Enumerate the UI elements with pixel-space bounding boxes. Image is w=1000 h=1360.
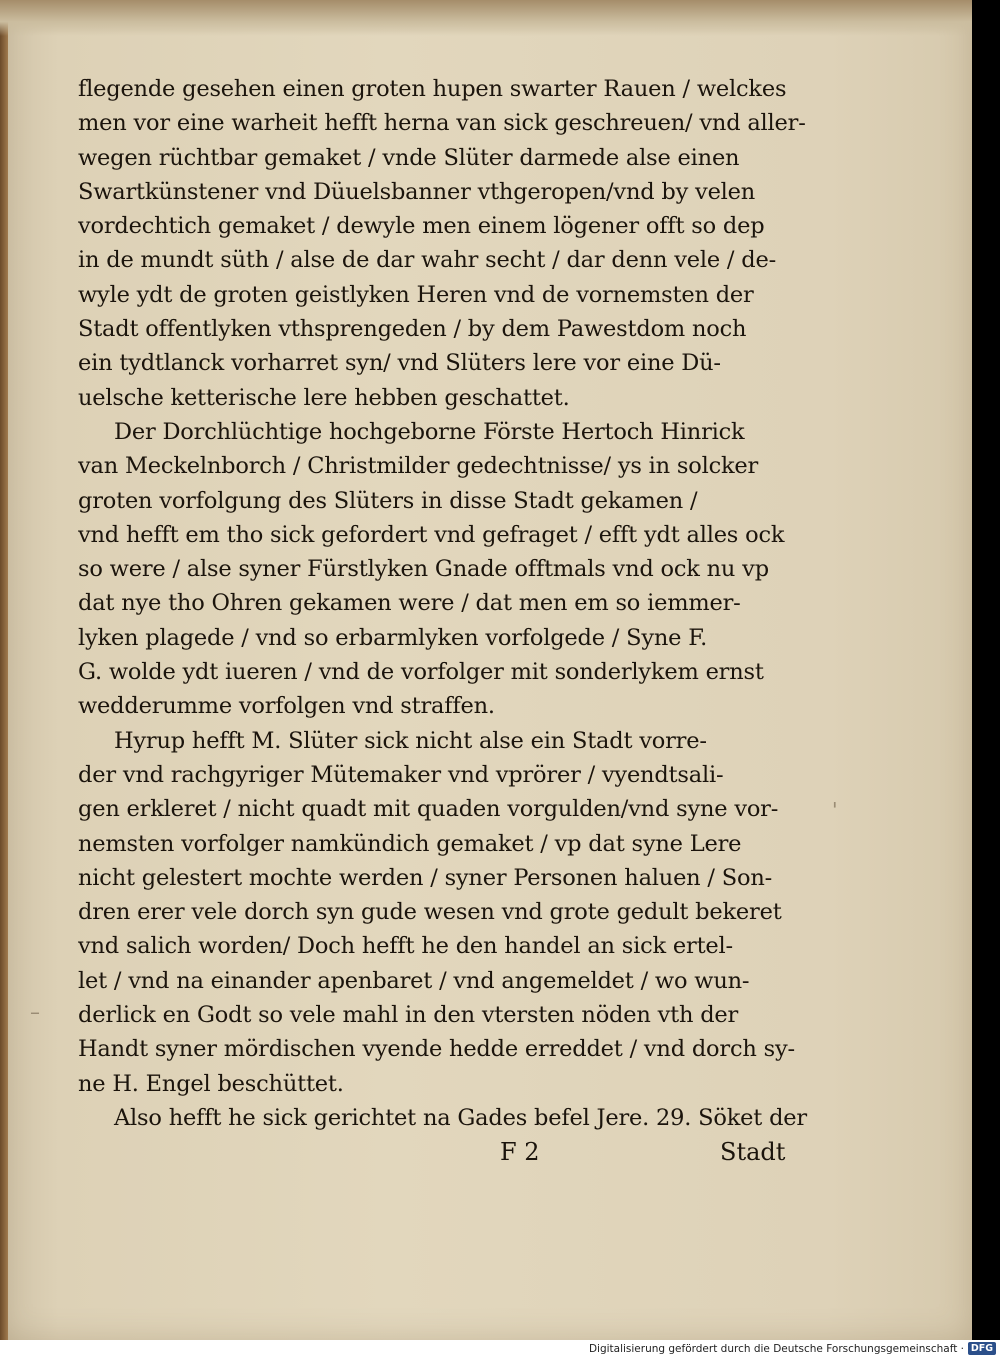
text-line: flegende gesehen einen groten hupen swarter Rauen / welckes [78,76,787,102]
text-line: in de mundt süth / alse de dar wahr secht / dar denn vele / de- [78,247,776,274]
signature-mark: F 2 [500,1138,540,1166]
text-line: Stadt offentlyken vthsprengeden / by dem Pawestdom noch [78,316,747,343]
text-line: vnd salich worden/ Doch hefft he den handel an sick ertel- [78,933,733,960]
margin-dash-mark: – [30,1000,40,1024]
text-line: wegen rüchtbar gemaket / vnde Slüter darmede alse einen [78,144,740,171]
text-line: let / vnd na einander apenbaret / vnd angemeldet / wo wun- [78,967,750,994]
text-line: uelsche ketterische lere hebben geschattet. [78,384,570,411]
text-line: dren erer vele dorch syn gude wesen vnd grote gedult bekeret [78,899,782,926]
text-line: Swartkünstener vnd Düuelsbanner vthgeropen/vnd by velen [78,178,756,205]
page-top-edge [0,0,972,36]
text-line: ne H. Engel beschüttet. [78,1070,344,1097]
text-line: derlick en Godt so vele mahl in den vtersten nöden vth der [78,1002,739,1029]
margin-tick-mark: ' [832,798,838,822]
text-line: lyken plagede / vnd so erbarmlyken vorfolgede / Syne F. [78,624,708,651]
text-line: groten vorfolgung des Slüters in disse Stadt gekamen / [78,487,698,514]
text-line: Handt syner mördischen vyende hedde erreddet / vnd dorch sy- [78,1036,795,1063]
text-line: so were / alse syner Fürstlyken Gnade offtmals vnd ock nu vp [78,556,769,583]
footer-credit: Digitalisierung gefördert durch die Deutsche Forschungsgemeinschaft · [588,1343,964,1355]
paragraph-start-line: Hyrup hefft M. Slüter sick nicht alse ein Stadt vorre- [114,727,707,754]
text-line: nicht gelestert mochte werden / syner Personen haluen / Son- [78,864,773,891]
text-line: wyle ydt de groten geistlyken Heren vnd de vornemsten der [78,281,754,308]
text-line: wedderumme vorfolgen vnd straffen. [78,693,495,720]
paragraph-start-line: Also hefft he sick gerichtet na Gades befel Jere. 29. Söket der [114,1104,807,1131]
text-line: dat nye tho Ohren gekamen were / dat men em so iemmer- [78,590,741,617]
dfg-logo-icon: DFG [968,1342,996,1355]
text-line: men vor eine warheit hefft herna van sick geschreuen/ vnd aller- [78,110,806,137]
body-text [78,72,823,1135]
text-line: van Meckelnborch / Christmilder gedechtnisse/ ys in solcker [78,453,759,480]
paragraph-start-line: Der Dorchlüchtige hochgeborne Förste Hertoch Hinrick [114,418,745,445]
text-line: G. wolde ydt iueren / vnd de vorfolger mit sonderlykem ernst [78,659,764,686]
text-line: der vnd rachgyriger Mütemaker vnd vprörer / vyendtsali- [78,761,724,788]
text-line: vnd hefft em tho sick gefordert vnd gefraget / efft ydt alles ock [78,521,785,548]
book-spine-edge [0,0,8,1340]
text-line: gen erkleret / nicht quadt mit quaden vorgulden/vnd syne vor- [78,796,779,823]
catchword: Stadt [720,1138,786,1166]
text-line: ein tydtlanck vorharret syn/ vnd Slüters lere vor eine Dü- [78,350,721,377]
text-line: nemsten vorfolger namkündich gemaket / vp dat syne Lere [78,830,742,857]
text-line: vordechtich gemaket / dewyle men einem lögener offt so dep [78,213,765,240]
